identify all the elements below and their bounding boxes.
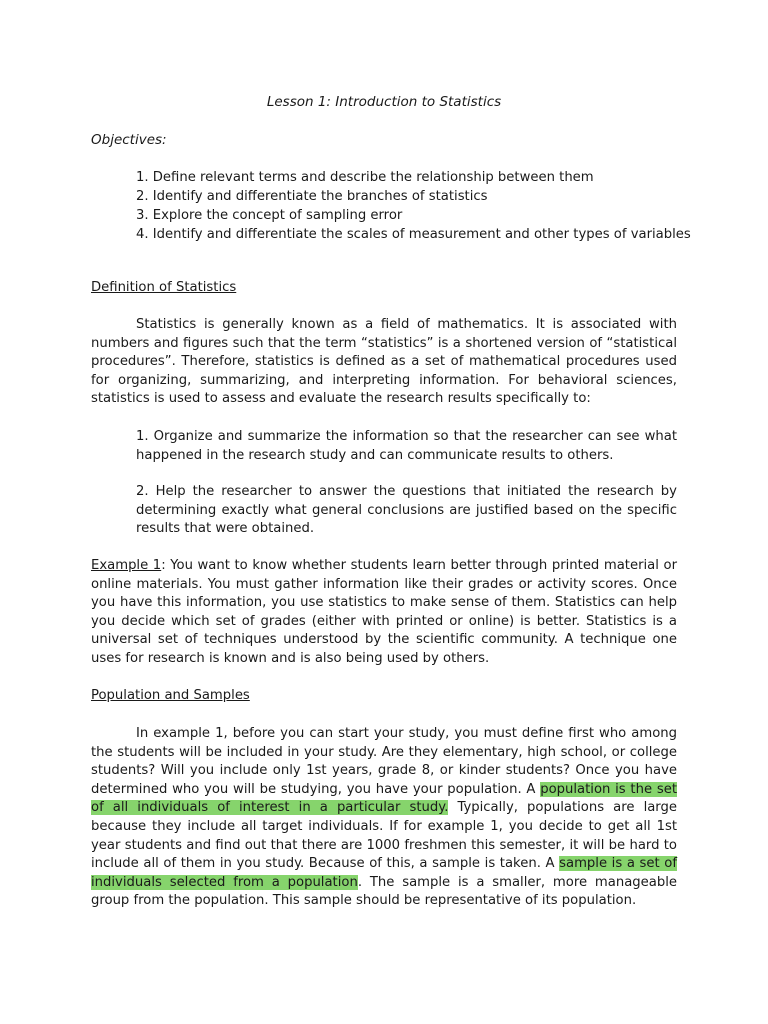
example-paragraph <box>91 557 677 669</box>
population-heading: Population and Samples <box>91 688 250 703</box>
objective-item: 2. Identify and differentiate the branches of statistics <box>136 189 488 204</box>
definition-point-1: 1. Organize and summarize the information so that the researcher can see what happened in the research study and can communicate results to others. <box>136 429 677 463</box>
objective-item: 4. Identify and differentiate the scales of measurement and other types of variables <box>136 227 691 242</box>
population-text-3: . The sample is a smaller, more manageable group from the population. This sample should be representative of its population. <box>91 874 678 909</box>
population-text-1: In example 1, before you can start your study, you must define first who among the students will be included in your study. Are they elementary, high school, or college students? Will you include only 1st years, grade 8, or kinder students? Once you have determined who you will be studying, you have your population. A <box>91 726 677 797</box>
objectives-list <box>136 168 691 244</box>
sample-definition-highlight: sample is a set of individuals selected from a population <box>91 856 677 890</box>
objectives-heading: Objectives: <box>91 132 167 148</box>
definition-heading: Definition of Statistics <box>91 280 237 295</box>
definition-paragraph: Statistics is generally known as a field of mathematics. It is associated with numbers and figures such that the term “statistics” is a shortened version of “statistical procedures”. Therefore, statistics is defined as a set of mathematical procedures used for organizing, summarizing, and interpreting information. For behavioral sciences, statistics is used to assess and evaluate the research results specifically to: <box>91 317 677 407</box>
definition-point-2: 2. Help the researcher to answer the questions that initiated the research by determining exactly what general conclusions are justified based on the specific results that were obtained. <box>136 484 677 537</box>
population-definition-highlight: population is the set of all individuals of interest in a particular study. <box>91 781 677 816</box>
objective-item: 1. Define relevant terms and describe the relationship between them <box>136 170 594 185</box>
example-label: Example 1 <box>91 558 162 573</box>
lesson-title: Lesson 1: Introduction to Statistics <box>266 94 502 110</box>
population-text-2: Typically, populations are large because they include all target individuals. If for example 1, you decide to get all 1st year students and find out that there are 1000 freshmen this semester, it will be hard to include all of them in you study. Because of this, a sample is taken. A <box>91 800 677 872</box>
population-paragraph <box>91 725 677 911</box>
objective-item: 3. Explore the concept of sampling error <box>136 208 403 223</box>
example-text: : You want to know whether students learn better through printed material or online materials. You must gather information like their grades or activity scores. Once you have this information, you use statistics to make sense of them. Statistics can help you decide which set of grades (either with printed or online) is better. Statistics is a universal set of techniques understood by the scientific community. A technique one uses for research is known and is also being used by others. <box>91 558 677 666</box>
